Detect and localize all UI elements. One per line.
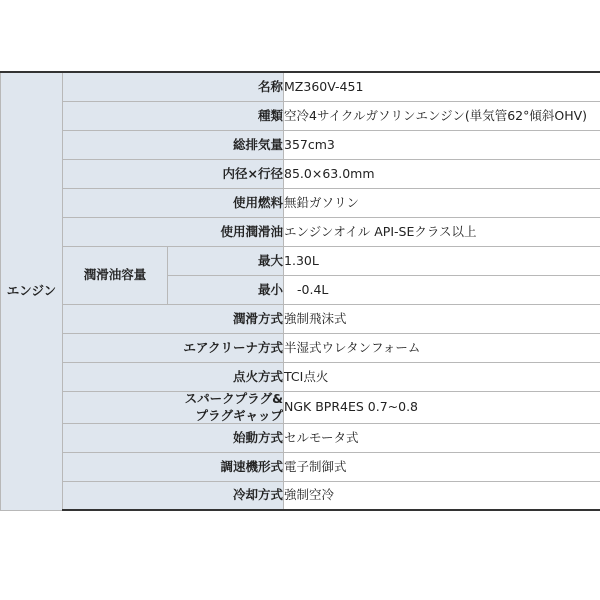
spec-value-oil-max: 1.30L [284,246,600,275]
spec-row-governor [1,452,600,481]
spec-row-spark-plug [1,391,600,423]
spec-row-name [1,72,600,101]
spec-label-type: 種類 [63,101,284,130]
spec-value-type: 空冷4サイクルガソリンエンジン(単気管62°傾斜OHV) [284,101,600,130]
spec-label-ignition: 点火方式 [63,362,284,391]
spec-row-type [1,101,600,130]
spec-row-bore-stroke [1,159,600,188]
spec-label-displacement: 総排気量 [63,130,284,159]
spec-label-name: 名称 [63,72,284,101]
spec-value-cooling: 強制空冷 [284,481,600,510]
spec-label-spark-plug [63,391,284,423]
spec-label-governor: 調速機形式 [63,452,284,481]
spec-label-oil-max: 最大 [168,246,284,275]
spec-label-starting: 始動方式 [63,423,284,452]
spec-row-air-cleaner [1,333,600,362]
spec-label-oil-capacity: 潤滑油容量 [63,246,168,304]
spec-row-lube-oil [1,217,600,246]
spec-value-name: MZ360V-451 [284,72,600,101]
spec-label-fuel: 使用燃料 [63,188,284,217]
spec-row-lube-method [1,304,600,333]
spec-label-spark-plug-line2: プラグギャップ [195,407,284,423]
spec-value-displacement: 357cm3 [284,130,600,159]
spec-label-oil-min: 最小 [168,275,284,304]
spec-value-lube-method: 強制飛沫式 [284,304,600,333]
spec-value-fuel: 無鉛ガソリン [284,188,600,217]
spec-row-displacement [1,130,600,159]
spec-value-spark-plug: NGK BPR4ES 0.7~0.8 [284,391,600,423]
spec-row-cooling [1,481,600,510]
spec-value-bore-stroke: 85.0×63.0mm [284,159,600,188]
engine-category-label: エンジン [1,72,63,510]
spec-row-oil-capacity-max [1,246,600,275]
spec-row-ignition [1,362,600,391]
spec-label-spark-plug-line1: スパークプラグ& [184,390,284,406]
spec-row-fuel [1,188,600,217]
spec-value-ignition: TCI点火 [284,362,600,391]
spec-value-air-cleaner: 半湿式ウレタンフォーム [284,333,600,362]
spec-value-starting: セルモータ式 [284,423,600,452]
engine-spec-table [0,71,600,511]
spec-label-lube-oil: 使用潤滑油 [63,217,284,246]
spec-label-bore-stroke: 内径×行径 [63,159,284,188]
spec-label-lube-method: 潤滑方式 [63,304,284,333]
spec-value-governor: 電子制御式 [284,452,600,481]
spec-value-lube-oil: エンジンオイル API-SEクラス以上 [284,217,600,246]
spec-label-air-cleaner: エアクリーナ方式 [63,333,284,362]
spec-value-oil-min: -0.4L [284,275,600,304]
spec-label-cooling: 冷却方式 [63,481,284,510]
spec-row-starting [1,423,600,452]
